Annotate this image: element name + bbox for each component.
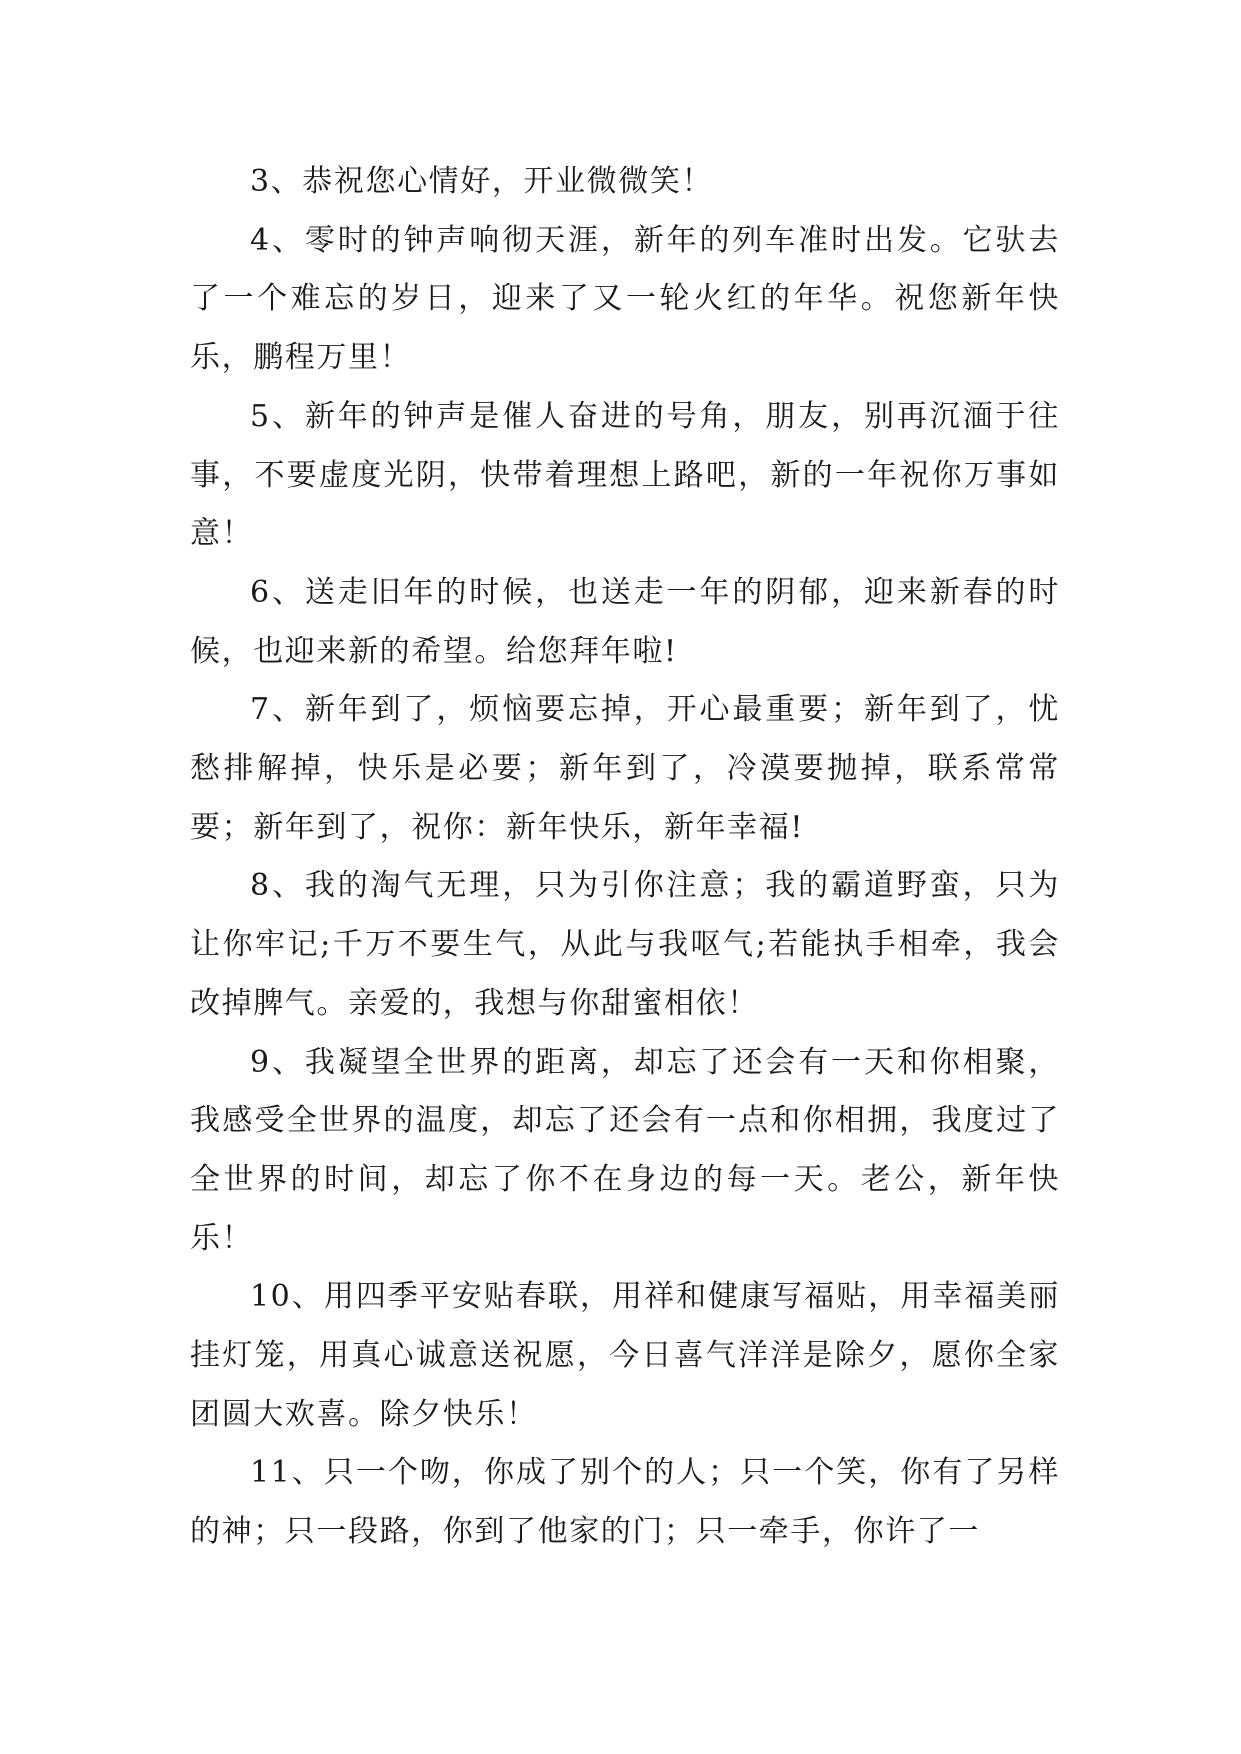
paragraph-9: 9、我凝望全世界的距离，却忘了还会有一天和你相聚，我感受全世界的温度，却忘了还会有一点和你相拥，我度过了全世界的时间，却忘了你不在身边的每一天。老公，新年快乐！ bbox=[190, 1044, 1060, 1256]
paragraph-8: 8、我的淘气无理，只为引你注意；我的霸道野蛮，只为让你牢记;千万不要生气，从此与我呕气;若能执手相牵，我会改掉脾气。亲爱的，我想与你甜蜜相依！ bbox=[190, 868, 1060, 1021]
paragraph-11: 11、只一个吻，你成了别个的人；只一个笑，你有了另样的神；只一段路，你到了他家的门；只一牵手，你许了一 bbox=[190, 1455, 1060, 1550]
paragraph-3: 3、恭祝您心情好，开业微微笑！ bbox=[250, 164, 714, 199]
paragraph-6: 6、送走旧年的时候，也送走一年的阴郁，迎来新春的时候，也迎来新的希望。给您拜年啦! bbox=[190, 574, 1060, 669]
document-body bbox=[190, 153, 1060, 1562]
paragraph-7: 7、新年到了，烦恼要忘掉，开心最重要；新年到了，忧愁排解掉，快乐是必要；新年到了，冷漠要抛掉，联系常常要；新年到了，祝你：新年快乐，新年幸福! bbox=[190, 692, 1060, 845]
paragraph-10: 10、用四季平安贴春联，用祥和健康写福贴，用幸福美丽挂灯笼，用真心诚意送祝愿，今日喜气洋洋是除夕，愿你全家团圆大欢喜。除夕快乐！ bbox=[190, 1279, 1060, 1432]
paragraph-4: 4、零时的钟声响彻天涯，新年的列车准时出发。它驮去了一个难忘的岁日，迎来了又一轮火红的年华。祝您新年快乐，鹏程万里！ bbox=[190, 222, 1060, 376]
paragraph-5: 5、新年的钟声是催人奋进的号角，朋友，别再沉湎于往事，不要虚度光阴，快带着理想上路吧，新的一年祝你万事如意！ bbox=[190, 398, 1060, 552]
